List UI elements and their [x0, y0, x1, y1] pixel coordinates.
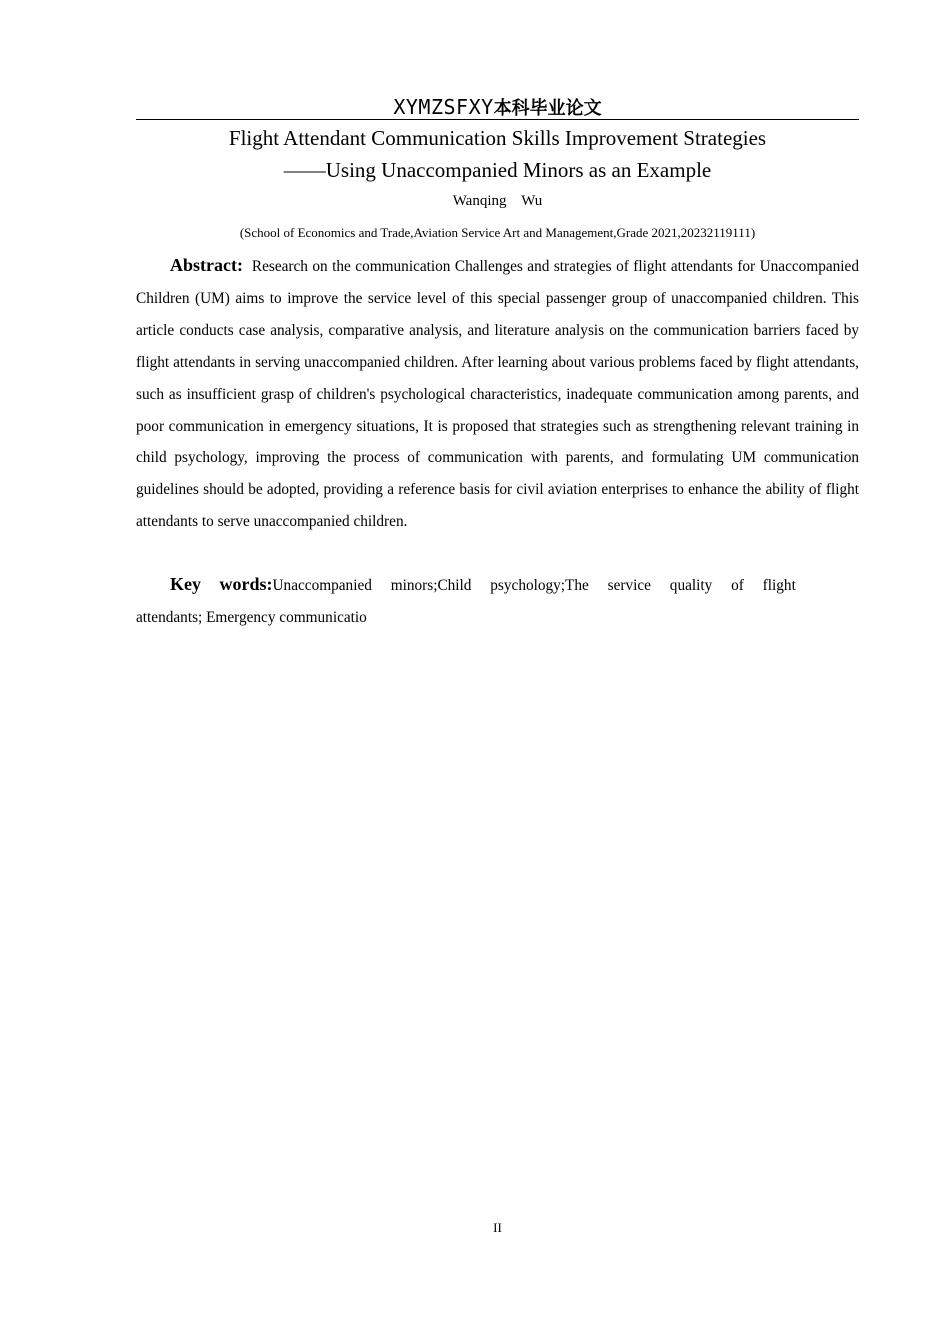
running-header: [136, 94, 859, 122]
header-rule: [136, 119, 859, 120]
header-school-code: XYMZSFXY: [393, 95, 494, 119]
title-subtitle: ——Using Unaccompanied Minors as an Example: [283, 158, 712, 182]
abstract-text: Research on the communication Challenges and strategies of flight attendants for Unaccompanied Children (UM) aims to improve the service level of this special passenger group of unaccompanied children. This article conducts case analysis, comparative analysis, and literature analysis on the communication barriers faced by flight attendants in serving unaccompanied children. After learning about various problems faced by flight attendants, such as insufficient grasp of children's psychological characteristics, inadequate communication among parents, and poor communication in emergency situations, It is proposed that strategies such as strengthening relevant training in child psychology, improving the process of communication with parents, and formulating UM communication guidelines should be adopted, providing a reference basis for civil aviation enterprises to enhance the ability of flight attendants to serve unaccompanied children.: [136, 258, 859, 531]
abstract-paragraph: [136, 250, 859, 538]
keywords-text-line1: Unaccompanied minors;Child psychology;The service quality of flight: [272, 577, 796, 594]
author-affiliation: (School of Economics and Trade,Aviation Service Art and Management,Grade 2021,20232119111): [239, 225, 756, 240]
keywords-label: Key words:: [170, 574, 273, 594]
title-main: Flight Attendant Communication Skills Improvement Strategies: [228, 126, 767, 150]
author-name: Wanqing Wu: [452, 193, 543, 209]
keywords-paragraph: [136, 569, 816, 633]
page-number: II: [493, 1220, 502, 1235]
abstract-label: Abstract:: [170, 255, 243, 275]
header-thesis-label: 本科毕业论文: [493, 98, 602, 119]
keywords-text-line2: attendants; Emergency communicatio: [136, 608, 367, 626]
